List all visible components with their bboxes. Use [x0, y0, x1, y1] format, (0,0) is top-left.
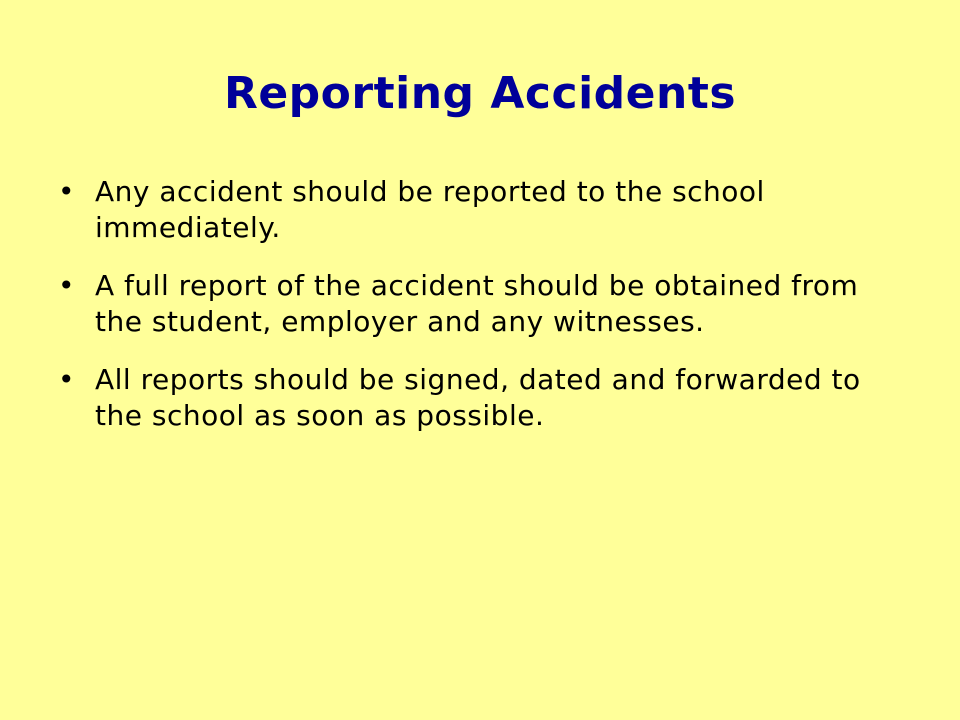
bullet-text: All reports should be signed, dated and forwarded to the school as soon as possible.	[95, 363, 861, 432]
bullet-item	[58, 362, 908, 434]
bullet-dot-icon: •	[58, 363, 76, 396]
bullet-text: A full report of the accident should be obtained from the student, employer and any witnesses.	[95, 269, 859, 338]
bullet-dot-icon: •	[58, 175, 76, 208]
bullet-item	[58, 268, 908, 340]
bullet-list	[58, 174, 908, 456]
slide-title: Reporting Accidents	[223, 68, 737, 119]
bullet-dot-icon: •	[58, 269, 76, 302]
bullet-item	[58, 174, 908, 246]
bullet-text: Any accident should be reported to the school immediately.	[95, 175, 765, 244]
